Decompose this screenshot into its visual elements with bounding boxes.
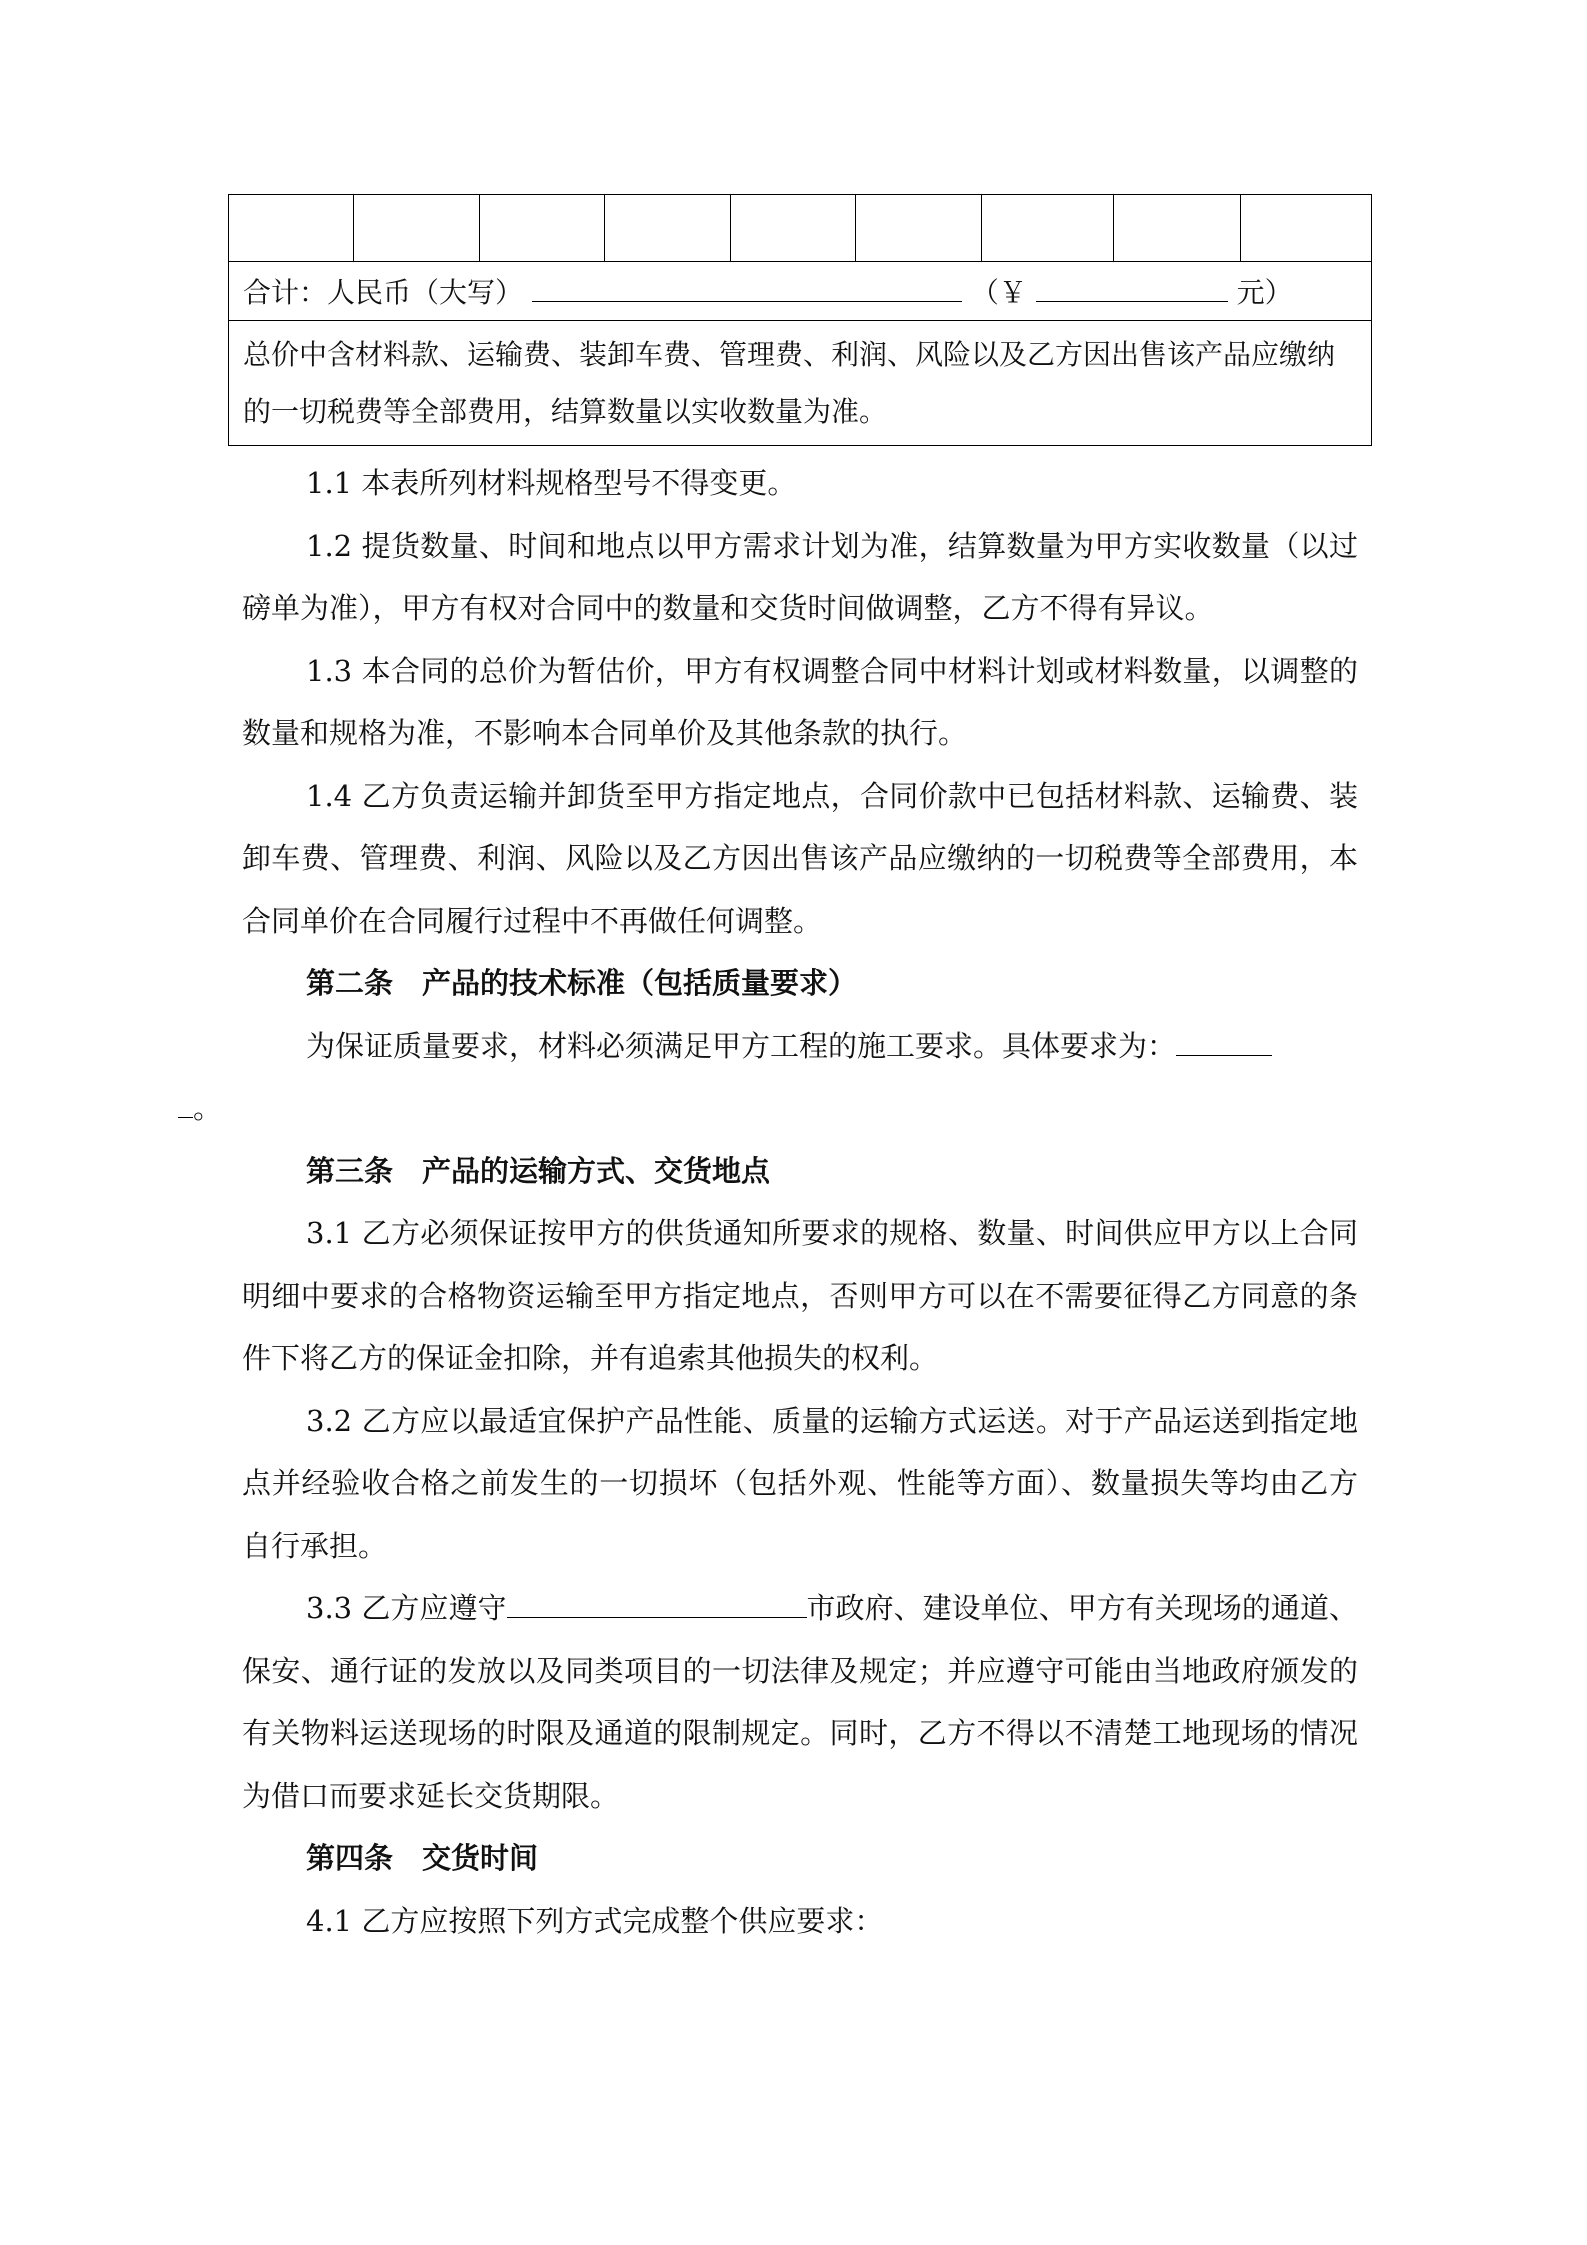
total-suffix: 元） <box>1236 276 1293 309</box>
clause-3-3-start: 3.3 乙方应遵守 <box>306 1591 507 1625</box>
clause-3-2: 3.2 乙方应以最适宜保护产品性能、质量的运输方式运送。对于产品运送到指定地点并经验收合格之前发生的一切损坏（包括外观、性能等方面）、数量损失等均由乙方自行承担。 <box>242 1403 1358 1563</box>
clause-1-1: 1.1 本表所列材料规格型号不得变更。 <box>306 466 797 500</box>
table-cell <box>229 195 354 262</box>
total-mid: （￥ <box>970 276 1027 309</box>
price-table <box>228 194 1372 446</box>
clause-2 <box>193 1015 1358 1140</box>
amount-number-blank <box>1036 273 1228 302</box>
total-prefix: 合计：人民币（大写） <box>243 276 524 309</box>
table-cell <box>1114 195 1241 262</box>
amount-words-blank <box>532 273 962 302</box>
clause-3-1: 3.1 乙方必须保证按甲方的供货通知所要求的规格、数量、时间供应甲方以上合同明细中要求的合格物资运输至甲方指定地点，否则甲方可以在不需要征得乙方同意的条件下将乙方的保证金扣除，并有追索其他损失的权利。 <box>242 1216 1358 1375</box>
table-cell <box>1241 195 1372 262</box>
article-4-heading: 第四条 交货时间 <box>306 1841 539 1875</box>
clause-3-3 <box>242 1577 1358 1827</box>
table-cell <box>856 195 982 262</box>
clause-1-3: 1.3 本合同的总价为暂估价，甲方有权调整合同中材料计划或材料数量，以调整的数量和规格为准，不影响本合同单价及其他条款的执行。 <box>242 653 1358 750</box>
note-row <box>229 321 1372 446</box>
note-cell: 总价中含材料款、运输费、装卸车费、管理费、利润、风险以及乙方因出售该产品应缴纳的一切税费等全部费用，结算数量以实收数量为准。 <box>229 321 1372 446</box>
article-3-heading: 第三条 产品的运输方式、交货地点 <box>306 1153 771 1188</box>
clause-2-text: 为保证质量要求，材料必须满足甲方工程的施工要求。具体要求为： <box>306 1028 1177 1063</box>
table-cell <box>982 195 1114 262</box>
clause-4-1: 4.1 乙方应按照下列方式完成整个供应要求： <box>306 1903 884 1938</box>
table-cell <box>354 195 480 262</box>
table-row <box>229 195 1372 262</box>
table-cell <box>731 195 856 262</box>
requirement-blank <box>1176 1027 1272 1056</box>
total-cell <box>229 262 1372 321</box>
contract-body <box>193 452 1358 1952</box>
total-row <box>229 262 1372 321</box>
clause-2-end: 。 <box>193 1091 223 1125</box>
article-2-heading: 第二条 产品的技术标准（包括质量要求） <box>306 966 858 1000</box>
requirement-blank-tail <box>178 1089 193 1118</box>
table-cell <box>605 195 731 262</box>
clause-3-3-rest: 市政府、建设单位、甲方有关现场的通道、保安、通行证的发放以及同类项目的一切法律及规定；并应遵守可能由当地政府颁发的有关物料运送现场的时限及通道的限制规定。同时，乙方不得以不清楚工地现场的情况为借口而要求延长交货期限。 <box>242 1591 1358 1813</box>
clause-1-4: 1.4 乙方负责运输并卸货至甲方指定地点，合同价款中已包括材料款、运输费、装卸车费、管理费、利润、风险以及乙方因出售该产品应缴纳的一切税费等全部费用，本合同单价在合同履行过程中不再做任何调整。 <box>242 778 1358 938</box>
city-blank <box>507 1589 807 1618</box>
clause-1-2: 1.2 提货数量、时间和地点以甲方需求计划为准，结算数量为甲方实收数量（以过磅单为准），甲方有权对合同中的数量和交货时间做调整，乙方不得有异议。 <box>242 528 1358 625</box>
table-cell <box>480 195 605 262</box>
